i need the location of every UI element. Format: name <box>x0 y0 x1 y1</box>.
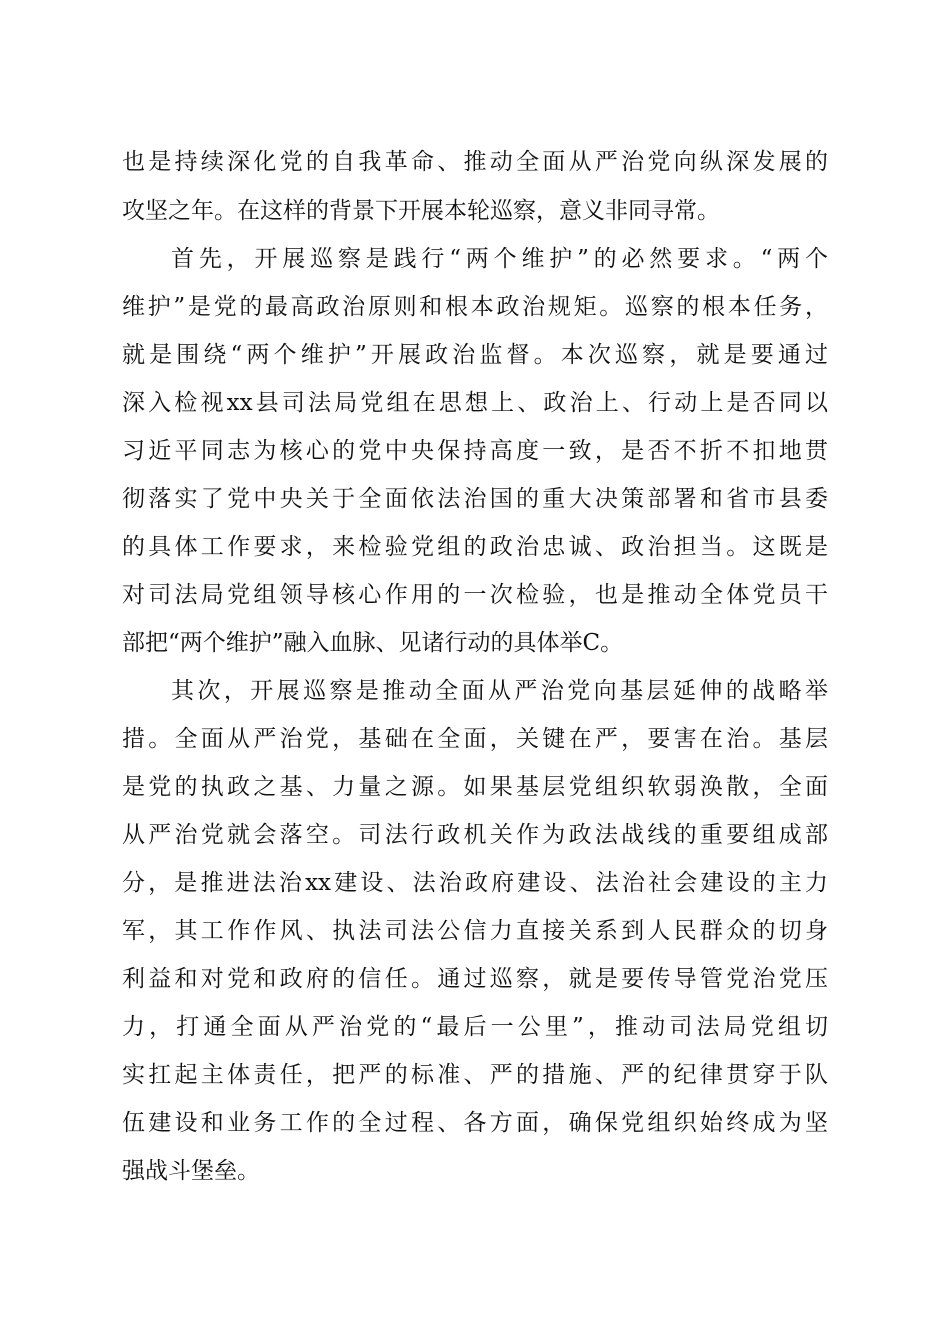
text-line: 也是持续深化党的自我革命、推动全面从严治党向纵深发展的 <box>122 149 828 175</box>
text-line: 习近平同志为核心的党中央保持高度一致，是否不折不扣地贯 <box>122 438 828 464</box>
paragraph-start-line: 其次，开展巡察是推动全面从严治党向基层延伸的战略举 <box>171 678 828 704</box>
text-line: 军，其工作作风、执法司法公信力直接关系到人民群众的切身 <box>122 918 828 944</box>
text-line: 利益和对党和政府的信任。通过巡察，就是要传导管党治党压 <box>122 966 828 992</box>
text-line: 力，打通全面从严治党的“最后一公里”，推动司法局党组切 <box>122 1014 828 1040</box>
text-line: 深入检视xx县司法局党组在思想上、政治上、行动上是否同以 <box>122 390 828 416</box>
text-line: 伍建设和业务工作的全过程、各方面，确保党组织始终成为坚 <box>122 1110 828 1136</box>
text-line: 从严治党就会落空。司法行政机关作为政法战线的重要组成部 <box>122 822 828 848</box>
text-line: 措。全面从严治党，基础在全面，关键在严，要害在治。基层 <box>122 726 828 752</box>
text-line: 是党的执政之基、力量之源。如果基层党组织软弱涣散，全面 <box>122 774 828 800</box>
text-line: 攻坚之年。在这样的背景下开展本轮巡察，意义非同寻常。 <box>122 198 720 224</box>
text-line: 就是围绕“两个维护”开展政治监督。本次巡察，就是要通过 <box>122 342 828 368</box>
text-line: 强战斗堡垒。 <box>122 1158 260 1184</box>
text-line: 实扛起主体责任，把严的标准、严的措施、严的纪律贯穿于队 <box>122 1062 828 1088</box>
text-line: 分，是推进法治xx建设、法治政府建设、法治社会建设的主力 <box>122 870 828 896</box>
text-line: 对司法局党组领导核心作用的一次检验，也是推动全体党员干 <box>122 582 828 608</box>
paragraph-start-line: 首先，开展巡察是践行“两个维护”的必然要求。“两个 <box>171 246 828 272</box>
text-line: 维护”是党的最高政治原则和根本政治规矩。巡察的根本任务， <box>122 294 828 320</box>
text-line: 彻落实了党中央关于全面依法治国的重大决策部署和省市县委 <box>122 486 828 512</box>
text-line: 的具体工作要求，来检验党组的政治忠诚、政治担当。这既是 <box>122 534 828 560</box>
text-line: 部把“两个维护”融入血脉、见诸行动的具体举C。 <box>122 630 624 656</box>
